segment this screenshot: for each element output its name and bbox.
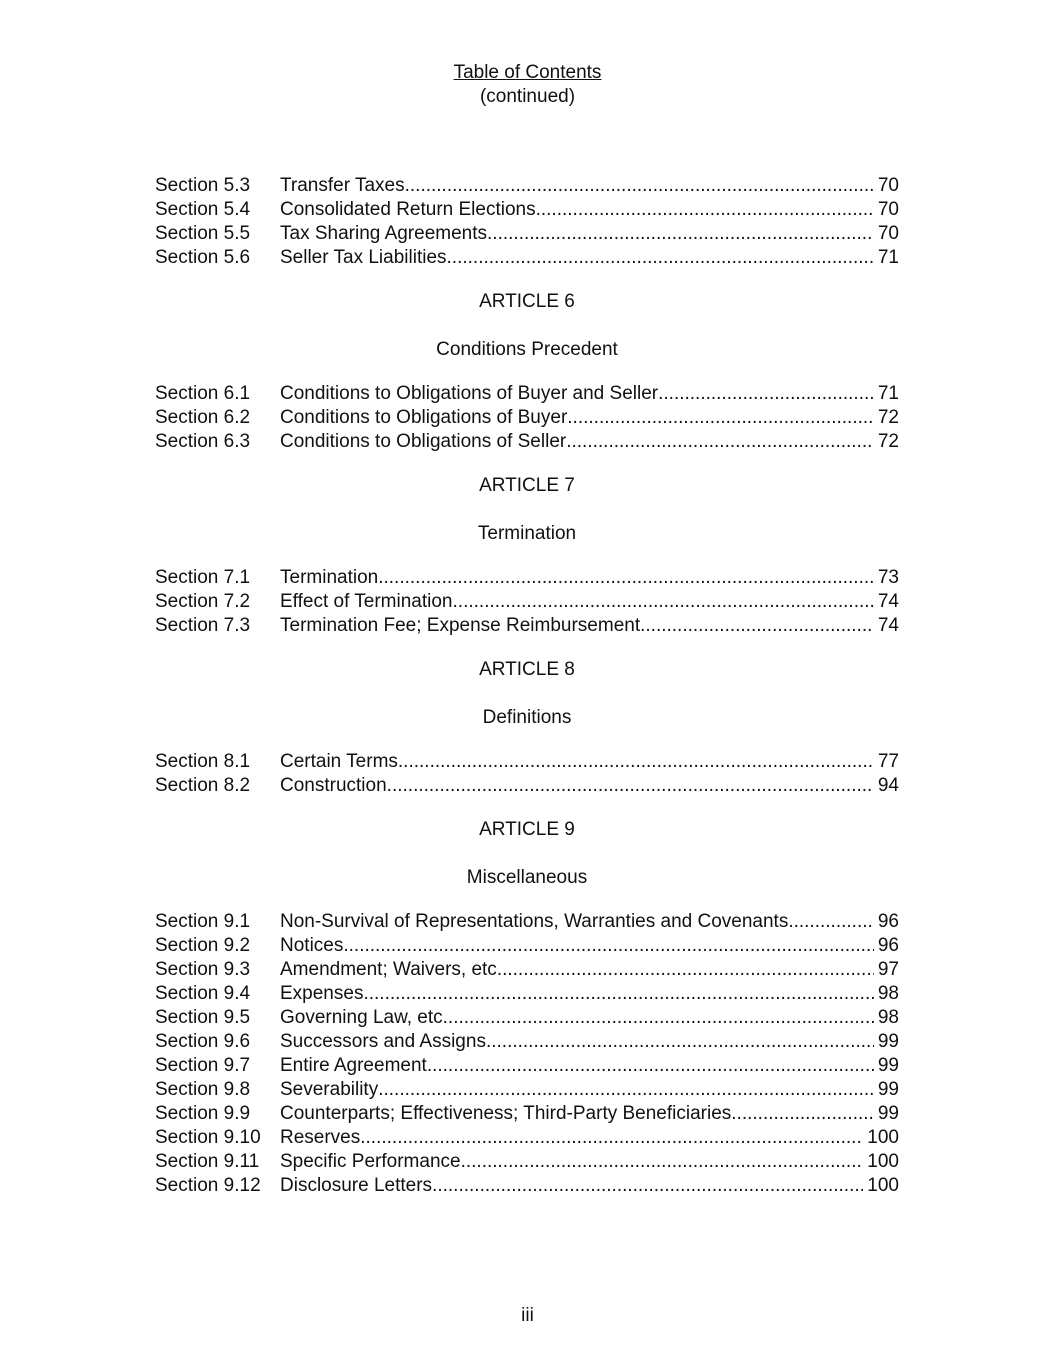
section-page-number: 70 xyxy=(877,199,899,220)
section-number: Section 7.3 xyxy=(155,615,251,636)
section-page-number: 74 xyxy=(877,591,899,612)
section-title: Specific Performance xyxy=(280,1151,461,1172)
section-number: Section 5.3 xyxy=(155,175,251,196)
toc-entry xyxy=(155,934,899,958)
dot-leader xyxy=(731,1102,874,1126)
section-title-wrap xyxy=(280,1102,874,1126)
section-page-number: 72 xyxy=(877,431,899,452)
section-title: Entire Agreement xyxy=(280,1055,427,1076)
section-number: Section 5.4 xyxy=(155,199,251,220)
section-page-number: 96 xyxy=(877,935,899,956)
section-page-number: 99 xyxy=(877,1079,899,1100)
section-title: Disclosure Letters xyxy=(280,1175,433,1196)
section-title: Tax Sharing Agreements xyxy=(280,223,488,244)
toc-subtitle: (continued) xyxy=(479,86,576,107)
section-page-number: 77 xyxy=(877,751,899,772)
section-title: Seller Tax Liabilities xyxy=(280,247,447,268)
toc-entry xyxy=(155,1150,899,1174)
section-title-wrap xyxy=(280,982,874,1006)
section-title-wrap xyxy=(280,382,874,406)
dot-leader xyxy=(378,566,874,590)
article-heading: Miscellaneous xyxy=(466,867,588,888)
section-page-number: 71 xyxy=(877,247,899,268)
dot-leader xyxy=(536,198,874,222)
dot-leader xyxy=(640,614,874,638)
dot-leader xyxy=(487,222,874,246)
dot-leader xyxy=(405,174,874,198)
section-page-number: 99 xyxy=(877,1103,899,1124)
section-page-number: 73 xyxy=(877,567,899,588)
section-title-wrap xyxy=(280,590,874,614)
toc-entry xyxy=(155,566,899,590)
section-number: Section 5.6 xyxy=(155,247,251,268)
toc-entry xyxy=(155,774,899,798)
section-title: Non-Survival of Representations, Warranties and Covenants xyxy=(280,911,789,932)
section-number: Section 9.2 xyxy=(155,935,251,956)
dot-leader xyxy=(360,1126,863,1150)
toc-title: Table of Contents xyxy=(453,62,602,83)
dot-leader xyxy=(398,750,874,774)
section-page-number: 70 xyxy=(877,175,899,196)
section-title-wrap xyxy=(280,406,874,430)
section-title: Termination Fee; Expense Reimbursement xyxy=(280,615,641,636)
toc-entry xyxy=(155,174,899,198)
section-page-number: 100 xyxy=(867,1151,899,1172)
article-label: ARTICLE 9 xyxy=(479,819,575,840)
dot-leader xyxy=(443,1006,874,1030)
section-title-wrap xyxy=(280,774,874,798)
section-page-number: 99 xyxy=(877,1031,899,1052)
dot-leader xyxy=(658,382,874,406)
section-title-wrap xyxy=(280,958,874,982)
dot-leader xyxy=(461,1150,864,1174)
dot-leader xyxy=(453,590,874,614)
section-page-number: 98 xyxy=(877,1007,899,1028)
dot-leader xyxy=(497,958,874,982)
toc-entry xyxy=(155,1102,899,1126)
section-title: Conditions to Obligations of Seller xyxy=(280,431,567,452)
section-title-wrap xyxy=(280,1174,863,1198)
article-label: ARTICLE 8 xyxy=(479,659,575,680)
section-number: Section 9.9 xyxy=(155,1103,251,1124)
section-title: Amendment; Waivers, etc xyxy=(280,959,497,980)
toc-entry xyxy=(155,198,899,222)
section-title-wrap xyxy=(280,246,874,270)
toc-entry xyxy=(155,614,899,638)
section-title: Termination xyxy=(280,567,379,588)
section-title-wrap xyxy=(280,1078,874,1102)
section-title-wrap xyxy=(280,198,874,222)
toc-entry xyxy=(155,1054,899,1078)
dot-leader xyxy=(343,934,874,958)
article-label: ARTICLE 7 xyxy=(479,475,575,496)
toc-entry xyxy=(155,982,899,1006)
dot-leader xyxy=(566,430,874,454)
section-title: Counterparts; Effectiveness; Third-Party Beneficiaries xyxy=(280,1103,732,1124)
dot-leader xyxy=(363,982,873,1006)
section-page-number: 72 xyxy=(877,407,899,428)
section-number: Section 8.2 xyxy=(155,775,251,796)
section-number: Section 9.8 xyxy=(155,1079,251,1100)
section-title: Certain Terms xyxy=(280,751,398,772)
section-title: Conditions to Obligations of Buyer and Seller xyxy=(280,383,659,404)
article-label: ARTICLE 6 xyxy=(479,291,575,312)
section-number: Section 6.3 xyxy=(155,431,251,452)
section-page-number: 70 xyxy=(877,223,899,244)
dot-leader xyxy=(447,246,874,270)
dot-leader xyxy=(432,1174,863,1198)
section-page-number: 97 xyxy=(877,959,899,980)
section-number: Section 8.1 xyxy=(155,751,251,772)
section-number: Section 6.2 xyxy=(155,407,251,428)
section-title: Conditions to Obligations of Buyer xyxy=(280,407,568,428)
section-title-wrap xyxy=(280,1006,874,1030)
section-title: Reserves xyxy=(280,1127,361,1148)
section-number: Section 6.1 xyxy=(155,383,251,404)
section-title-wrap xyxy=(280,1030,874,1054)
section-page-number: 98 xyxy=(877,983,899,1004)
section-title: Governing Law, etc xyxy=(280,1007,443,1028)
section-title: Notices xyxy=(280,935,344,956)
article-heading: Termination xyxy=(477,523,577,544)
section-title-wrap xyxy=(280,430,874,454)
toc-entry xyxy=(155,1126,899,1150)
section-title-wrap xyxy=(280,910,874,934)
section-number: Section 9.7 xyxy=(155,1055,251,1076)
section-title-wrap xyxy=(280,222,874,246)
section-number: Section 9.3 xyxy=(155,959,251,980)
section-number: Section 7.2 xyxy=(155,591,251,612)
section-title: Consolidated Return Elections xyxy=(280,199,536,220)
dot-leader xyxy=(567,406,874,430)
toc-entry xyxy=(155,1030,899,1054)
section-number: Section 5.5 xyxy=(155,223,251,244)
section-number: Section 9.1 xyxy=(155,911,251,932)
section-page-number: 71 xyxy=(877,383,899,404)
dot-leader xyxy=(378,1078,874,1102)
dot-leader xyxy=(427,1054,874,1078)
section-title: Severability xyxy=(280,1079,379,1100)
toc-entry xyxy=(155,958,899,982)
article-heading: Definitions xyxy=(482,707,572,728)
toc-list xyxy=(155,174,899,1198)
section-page-number: 100 xyxy=(867,1175,899,1196)
section-page-number: 99 xyxy=(877,1055,899,1076)
toc-entry xyxy=(155,1174,899,1198)
section-number: Section 9.4 xyxy=(155,983,251,1004)
section-title-wrap xyxy=(280,1126,863,1150)
section-number: Section 9.10 xyxy=(155,1127,261,1148)
section-title: Successors and Assigns xyxy=(280,1031,486,1052)
section-number: Section 9.6 xyxy=(155,1031,251,1052)
section-title-wrap xyxy=(280,1054,874,1078)
section-page-number: 100 xyxy=(867,1127,899,1148)
section-page-number: 94 xyxy=(877,775,899,796)
section-title: Construction xyxy=(280,775,387,796)
toc-entry xyxy=(155,222,899,246)
dot-leader xyxy=(387,774,874,798)
toc-entry xyxy=(155,382,899,406)
toc-entry xyxy=(155,1078,899,1102)
toc-entry xyxy=(155,430,899,454)
section-title-wrap xyxy=(280,750,874,774)
toc-entry xyxy=(155,910,899,934)
dot-leader xyxy=(788,910,874,934)
section-title-wrap xyxy=(280,174,874,198)
section-title-wrap xyxy=(280,614,874,638)
toc-entry xyxy=(155,1006,899,1030)
section-number: Section 9.5 xyxy=(155,1007,251,1028)
page-number: iii xyxy=(521,1305,534,1326)
section-title-wrap xyxy=(280,1150,863,1174)
section-number: Section 7.1 xyxy=(155,567,251,588)
section-number: Section 9.12 xyxy=(155,1175,261,1196)
section-page-number: 96 xyxy=(877,911,899,932)
toc-entry xyxy=(155,406,899,430)
dot-leader xyxy=(486,1030,874,1054)
section-title: Effect of Termination xyxy=(280,591,453,612)
section-title-wrap xyxy=(280,566,874,590)
section-page-number: 74 xyxy=(877,615,899,636)
section-title: Expenses xyxy=(280,983,364,1004)
article-heading: Conditions Precedent xyxy=(436,339,618,360)
toc-entry xyxy=(155,246,899,270)
section-title-wrap xyxy=(280,934,874,958)
toc-entry xyxy=(155,750,899,774)
section-title: Transfer Taxes xyxy=(280,175,405,196)
section-number: Section 9.11 xyxy=(155,1151,260,1172)
toc-entry xyxy=(155,590,899,614)
